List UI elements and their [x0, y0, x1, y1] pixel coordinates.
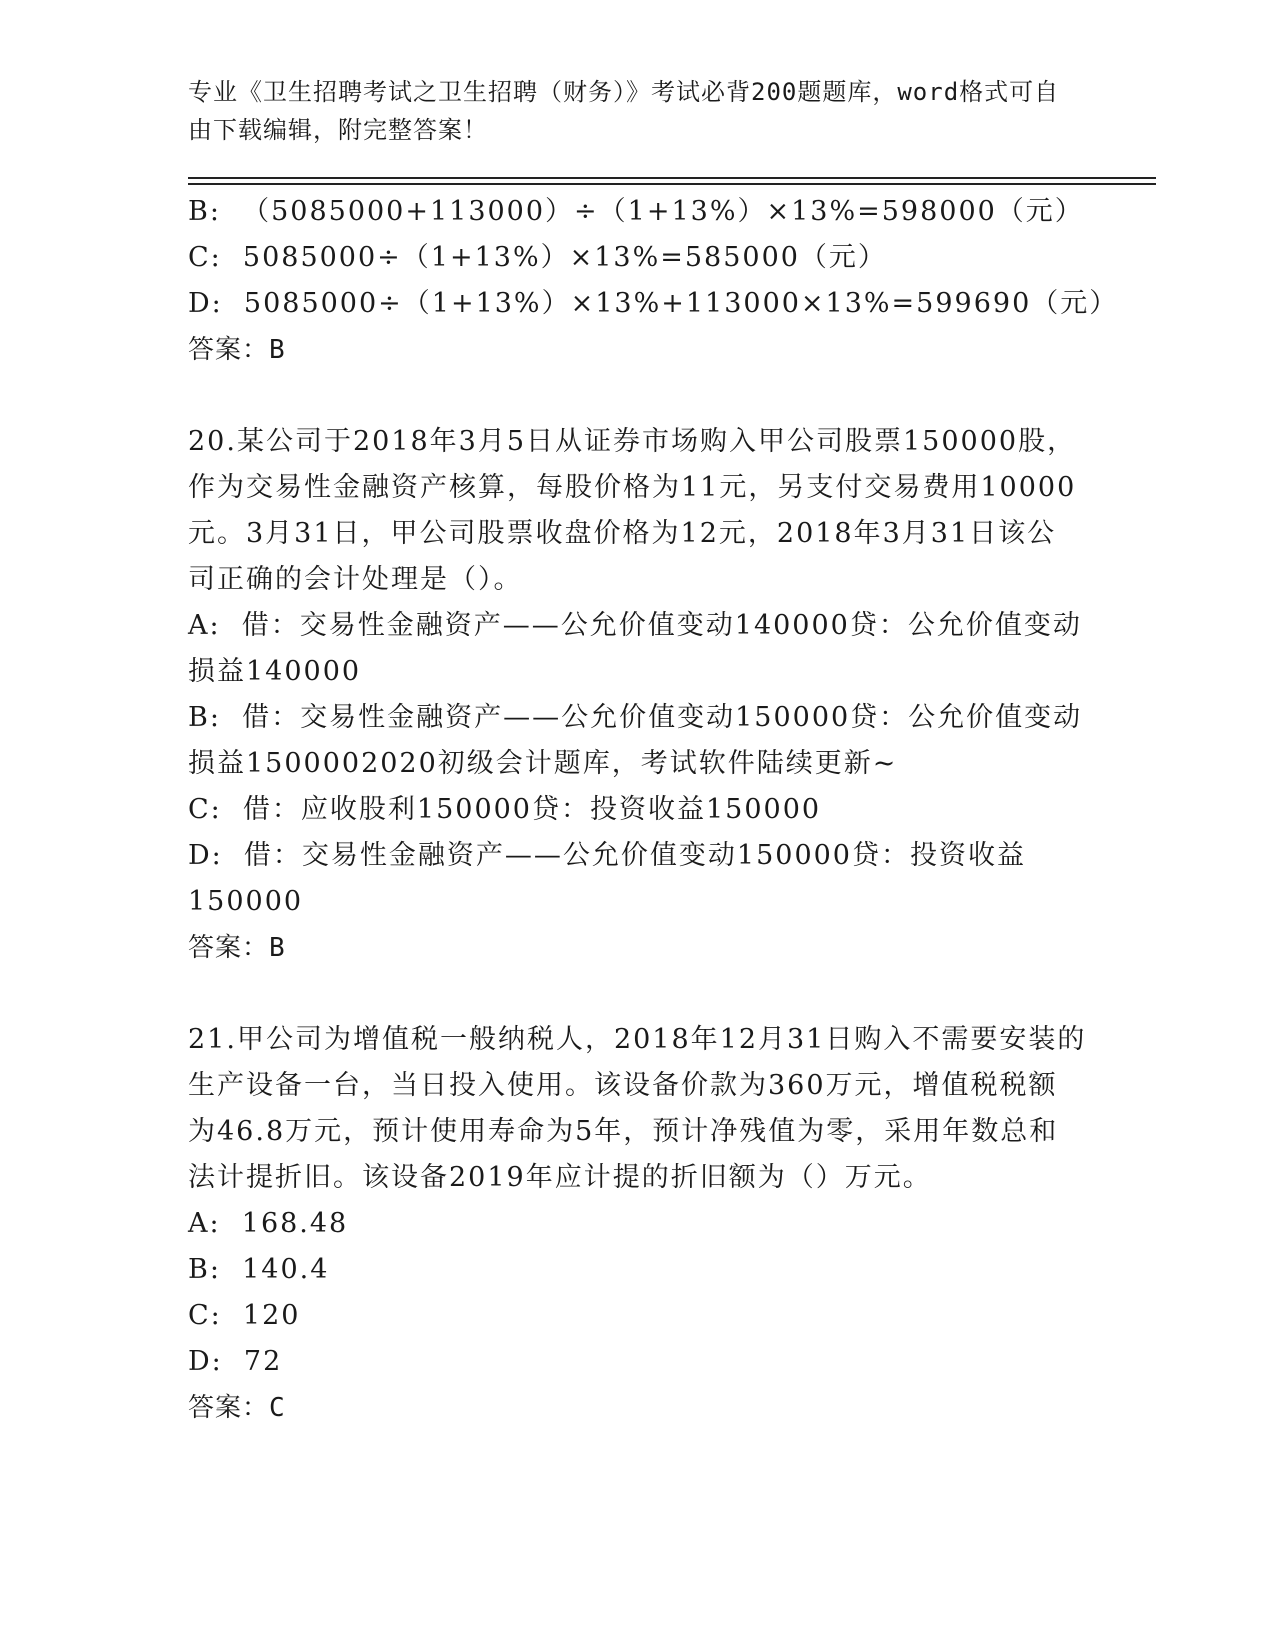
option-d-continued: 150000: [188, 886, 304, 917]
header-rule-bottom: [188, 183, 1156, 185]
previous-question-options: [188, 189, 1119, 373]
answer-label: 答案：B: [188, 933, 286, 963]
header-line-1: 专业《卫生招聘考试之卫生招聘（财务）》考试必背200题题库，word格式可自: [188, 78, 1060, 106]
option-c: C: 120: [188, 1300, 301, 1331]
option-c: C: 借：应收股利150000贷：投资收益150000: [188, 794, 822, 825]
option-d: D: 72: [188, 1346, 283, 1377]
option-b: B: 140.4: [188, 1254, 330, 1285]
option-b: B: （5085000+113000）÷（1+13%）×13%=598000（元）: [188, 196, 1084, 227]
option-a-continued: 损益140000: [188, 656, 362, 687]
spacer: [188, 971, 1088, 1017]
question-20: [188, 419, 1088, 971]
question-stem-line: 为46.8万元，预计使用寿命为5年，预计净残值为零，采用年数总和: [188, 1116, 1059, 1147]
question-stem-line: 20.某公司于2018年3月5日从证券市场购入甲公司股票150000股，: [188, 426, 1077, 457]
option-a: A: 168.48: [188, 1208, 349, 1239]
option-c: C: 5085000÷（1+13%）×13%=585000（元）: [188, 242, 887, 273]
option-a: A: 借：交易性金融资产——公允价值变动140000贷：公允价值变动: [188, 610, 1082, 641]
document-body: [188, 189, 1119, 1431]
header-rule-top: [188, 177, 1156, 179]
header-line-2: 由下载编辑，附完整答案！: [188, 116, 488, 144]
answer-label: 答案：B: [188, 335, 286, 365]
option-b-continued: 损益1500002020初级会计题库，考试软件陆续更新~: [188, 748, 898, 779]
option-d: D: 5085000÷（1+13%）×13%+113000×13%=599690（元）: [188, 288, 1119, 319]
question-stem-line: 元。3月31日，甲公司股票收盘价格为12元，2018年3月31日该公: [188, 518, 1057, 549]
question-stem-line: 生产设备一台，当日投入使用。该设备价款为360万元，增值税税额: [188, 1070, 1058, 1101]
answer-label: 答案：C: [188, 1393, 286, 1423]
spacer: [188, 373, 1088, 419]
question-stem-line: 作为交易性金融资产核算，每股价格为11元，另支付交易费用10000: [188, 472, 1077, 503]
option-b: B: 借：交易性金融资产——公允价值变动150000贷：公允价值变动: [188, 702, 1083, 733]
document-header: [188, 73, 1088, 149]
question-21: [188, 1017, 1088, 1431]
option-d: D: 借：交易性金融资产——公允价值变动150000贷：投资收益: [188, 840, 1026, 871]
question-stem-line: 法计提折旧。该设备2019年应计提的折旧额为（）万元。: [188, 1162, 932, 1193]
question-stem-line: 21.甲公司为增值税一般纳税人，2018年12月31日购入不需要安装的: [188, 1024, 1087, 1055]
question-stem-line: 司正确的会计处理是（）。: [188, 564, 523, 595]
